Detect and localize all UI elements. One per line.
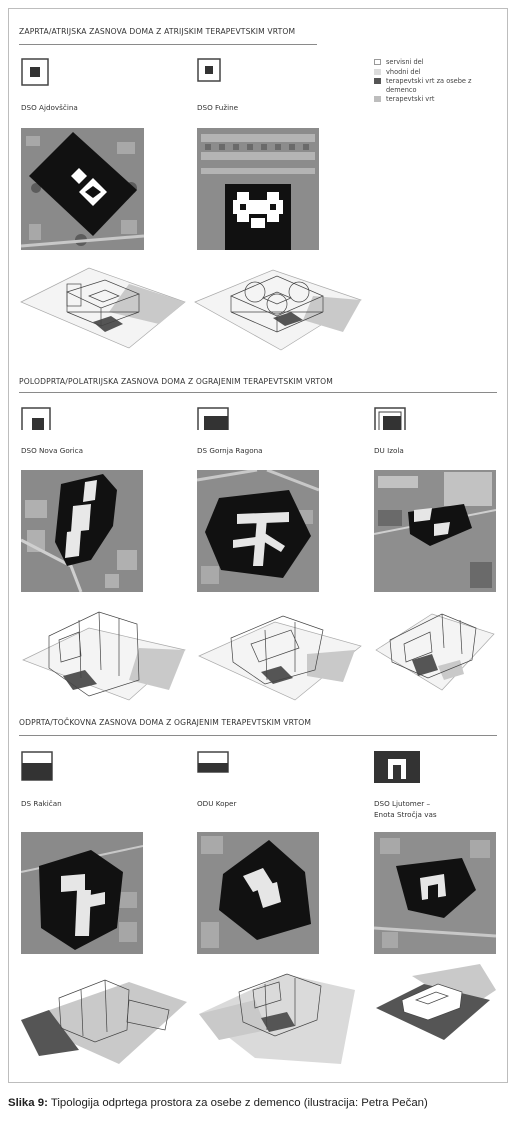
axonometric-drawing: [19, 262, 189, 352]
axonometric-drawing: [195, 600, 365, 705]
home-name: DSO Nova Gorica: [21, 446, 84, 455]
atrium-layout-icon: [21, 58, 49, 86]
legend-swatch-garden: [374, 96, 381, 102]
section-rule: [19, 392, 497, 393]
axonometric-drawing: [372, 600, 498, 700]
axonometric-drawing: [195, 960, 365, 1070]
section-rule: [19, 44, 317, 45]
legend-item-service: [374, 58, 484, 67]
aerial-photo: [197, 128, 319, 250]
caption-text: Tipologija odprtega prostora za osebe z demenco (ilustracija: Petra Pečan): [47, 1097, 428, 1109]
aerial-photo: [21, 128, 144, 250]
aerial-photo: [197, 832, 319, 954]
section-title-closed: ZAPRTA/ATRIJSKA ZASNOVA DOMA Z ATRIJSKIM TERAPEVTSKIM VRTOM: [19, 27, 296, 36]
aerial-photo: [374, 470, 496, 592]
legend-item-dementia-garden: [374, 77, 484, 94]
axonometric-drawing: [19, 960, 189, 1070]
section-title-semi-open: POLODPRTA/POLATRIJSKA ZASNOVA DOMA Z OGRAJENIM TERAPEVTSKIM VRTOM: [19, 377, 333, 386]
atrium-layout-icon: [197, 58, 221, 82]
semi-atrium-layout-icon: [374, 407, 406, 431]
legend-label: terapevtski vrt za osebe z demenco: [386, 77, 472, 94]
home-name: DSO Fužine: [197, 103, 239, 112]
home-name: Enota Stročja vas: [374, 810, 437, 819]
home-name: DSO Ajdovščina: [21, 103, 78, 112]
axonometric-drawing: [372, 960, 498, 1060]
home-name: ODU Koper: [197, 799, 237, 808]
figure-caption: [8, 1095, 508, 1111]
legend-swatch-entrance: [374, 69, 381, 75]
legend-swatch-service: [374, 59, 381, 65]
caption-label: Slika 9:: [8, 1097, 48, 1109]
legend-label: servisni del: [386, 58, 424, 66]
aerial-photo: [374, 832, 496, 954]
axonometric-drawing: [193, 262, 363, 352]
home-name: DSO Ljutomer –: [374, 799, 431, 808]
section-rule: [19, 735, 497, 736]
legend: [374, 58, 484, 105]
legend-item-garden: [374, 95, 484, 104]
legend-swatch-dementia-garden: [374, 78, 381, 84]
section-title-open: ODPRTA/TOČKOVNA ZASNOVA DOMA Z OGRAJENIM TERAPEVTSKIM VRTOM: [19, 718, 312, 727]
legend-label: terapevtski vrt: [386, 95, 435, 103]
semi-atrium-layout-icon: [197, 407, 229, 431]
semi-atrium-layout-icon: [21, 407, 51, 431]
legend-label: vhodni del: [386, 67, 421, 76]
point-layout-icon: [374, 751, 420, 783]
point-layout-icon: [197, 751, 229, 773]
home-name: DS Gornja Ragona: [197, 446, 263, 455]
point-layout-icon: [21, 751, 53, 781]
aerial-photo: [21, 470, 143, 592]
aerial-photo: [197, 470, 319, 592]
legend-item-entrance: [374, 68, 484, 77]
axonometric-drawing: [19, 600, 189, 705]
home-name: DS Rakičan: [21, 799, 62, 808]
home-name: DU Izola: [374, 446, 404, 455]
aerial-photo: [21, 832, 143, 954]
